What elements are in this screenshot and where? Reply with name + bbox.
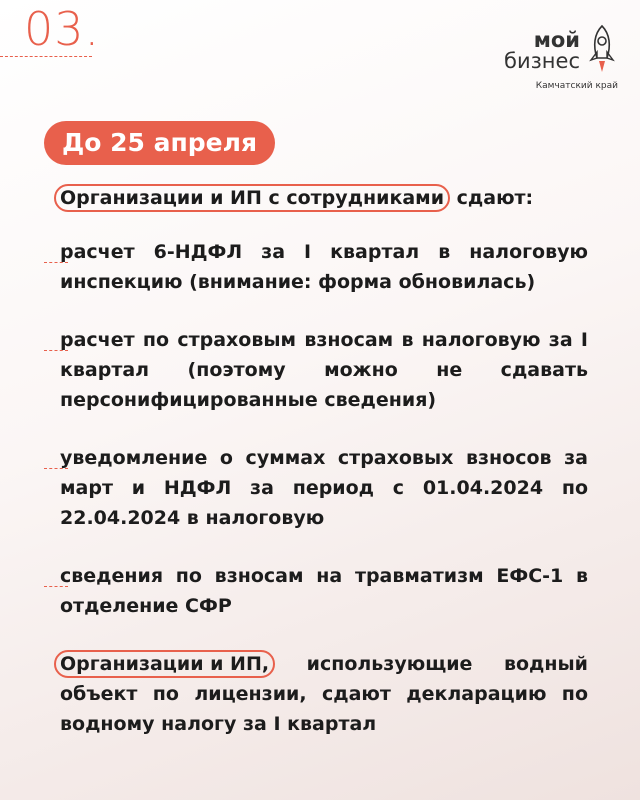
closing-paragraph <box>60 649 588 739</box>
brand-logo <box>478 24 618 94</box>
rocket-icon <box>586 24 618 76</box>
item-text: сведения по взносам на травматизм ЕФС-1 в отделение СФР <box>60 565 588 617</box>
closing-rest: использующие водный объект по лицензии, сдают декларацию по водному налогу за I квартал <box>60 653 588 735</box>
logo-text-line2: бизнес <box>504 49 580 73</box>
content-body <box>60 183 588 767</box>
list-item <box>60 443 588 533</box>
intro-paragraph <box>60 183 588 213</box>
list-item <box>60 325 588 415</box>
item-marker <box>44 350 68 351</box>
list-item <box>60 561 588 621</box>
item-text: расчет по страховым взносам в налоговую за I квартал (поэтому можно не сдавать персонифицированные сведения) <box>60 329 588 411</box>
intro-rest: сдают: <box>456 187 534 209</box>
item-marker <box>44 586 68 587</box>
item-marker <box>44 468 68 469</box>
page-number: 03. <box>24 2 101 56</box>
closing-highlight: Организации и ИП, <box>54 650 275 678</box>
item-marker <box>44 262 68 263</box>
intro-highlight: Организации и ИП с сотрудниками <box>54 184 450 212</box>
item-text: уведомление о суммах страховых взносов за март и НДФЛ за период с 01.04.2024 по 22.04.2024 в налоговую <box>60 447 588 529</box>
logo-region: Камчатский край <box>535 81 618 91</box>
logo-text-line1: мой <box>533 28 580 52</box>
item-text: расчет 6-НДФЛ за I квартал в налоговую инспекцию (внимание: форма обновилась) <box>60 241 588 293</box>
deadline-badge: До 25 апреля <box>44 121 275 165</box>
page-number-underline <box>0 56 92 57</box>
list-item <box>60 237 588 297</box>
